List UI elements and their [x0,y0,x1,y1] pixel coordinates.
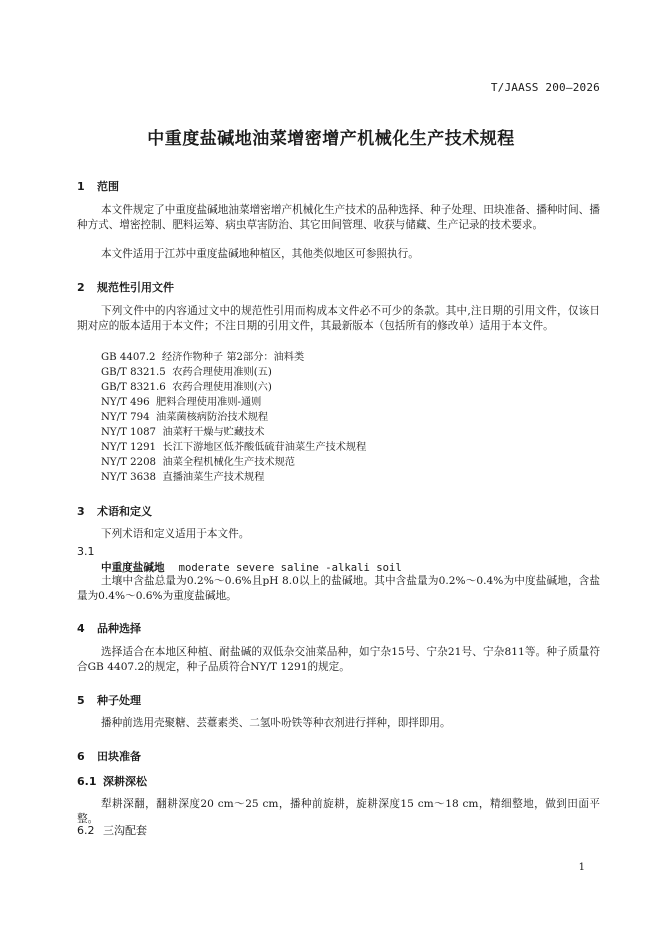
subsection-6-2-heading [77,822,147,838]
section-number: 5 [77,694,85,707]
section-title: 规范性引用文件 [97,281,174,294]
section-5-heading [77,692,141,708]
reference-item: NY/T 1087 油菜籽干燥与贮藏技术 [101,427,265,438]
subsection-number: 6.1 [77,775,97,788]
section-title: 田块准备 [97,750,141,763]
section-1-heading [77,178,119,194]
document-title: 中重度盐碱地油菜增密增产机械化生产技术规程 [147,129,515,149]
term-definition: 土壤中含盐总量为0.2%～0.6%且pH 8.0以上的盐碱地。其中含盐量为0.2%～0.4%为中度盐碱地，含盐量为0.4%～0.6%为重度盐碱地。 [77,575,600,602]
term-entry [101,560,402,575]
term-english: moderate severe saline -alkali soil [178,562,402,574]
section-number: 3 [77,505,85,518]
reference-item: GB 4407.2 经济作物种子 第2部分：油料类 [101,352,305,363]
section-number: 2 [77,281,85,294]
section-title: 品种选择 [97,622,141,635]
section-6-heading [77,748,141,764]
reference-item: NY/T 2208 油菜全程机械化生产技术规范 [101,457,295,468]
subsection-title: 深耕深松 [103,775,147,788]
section-number: 6 [77,750,85,763]
reference-item: NY/T 496 肥料合理使用准则-通则 [101,397,262,408]
section-title: 种子处理 [97,694,141,707]
section-number: 1 [77,180,85,193]
section-number: 4 [77,622,85,635]
term-number: 3.1 [77,545,95,558]
section-title: 范围 [97,180,119,193]
section-1-paragraph-1: 本文件规定了中重度盐碱地油菜增密增产机械化生产技术的品种选择、种子处理、田块准备、播种时间、播种方式、增密控制、肥料运筹、病虫草害防治、其它田间管理、收获与储藏、生产记录的技术要求。 [77,204,600,231]
page-number: 1 [578,862,585,873]
subsection-6-1-paragraph: 犁耕深翻，翻耕深度20 cm～25 cm，播种前旋耕，旋耕深度15 cm～18 cm，精细整地，做到田面平整。 [77,798,600,825]
section-1-paragraph-2: 本文件适用于江苏中重度盐碱地种植区，其他类似地区可参照执行。 [101,248,419,260]
section-3-paragraph-1: 下列术语和定义适用于本文件。 [101,528,250,540]
section-4-heading [77,620,141,636]
document-code: T/JAASS 200—2026 [490,81,600,94]
subsection-title: 三沟配套 [103,824,147,837]
subsection-6-1-heading [77,773,147,789]
section-3-heading [77,503,152,519]
section-2-paragraph-1: 下列文件中的内容通过文中的规范性引用而构成本文件必不可少的条款。其中,注日期的引用文件，仅该日期对应的版本适用于本文件；不注日期的引用文件，其最新版本（包括所有的修改单）适用于本文件。 [77,305,600,332]
term-chinese: 中重度盐碱地 [101,562,165,574]
reference-item: NY/T 3638 直播油菜生产技术规程 [101,472,265,483]
reference-item: NY/T 794 油菜菌核病防治技术规程 [101,412,269,423]
reference-item: NY/T 1291 长江下游地区低芥酸低硫苷油菜生产技术规程 [101,442,367,453]
section-2-heading [77,279,174,295]
reference-item: GB/T 8321.6 农药合理使用准则(六) [101,382,272,393]
reference-item: GB/T 8321.5 农药合理使用准则(五) [101,367,272,378]
section-5-paragraph-1: 播种前选用壳聚糖、芸薹素类、二氢卟吩铁等种衣剂进行拌种，即拌即用。 [101,717,451,729]
section-title: 术语和定义 [97,505,152,518]
section-4-paragraph-1: 选择适合在本地区种植、耐盐碱的双低杂交油菜品种，如宁杂15号、宁杂21号、宁杂811等。种子质量符合GB 4407.2的规定，种子品质符合NY/T 1291的规定。 [77,646,600,673]
subsection-number: 6.2 [77,824,95,837]
